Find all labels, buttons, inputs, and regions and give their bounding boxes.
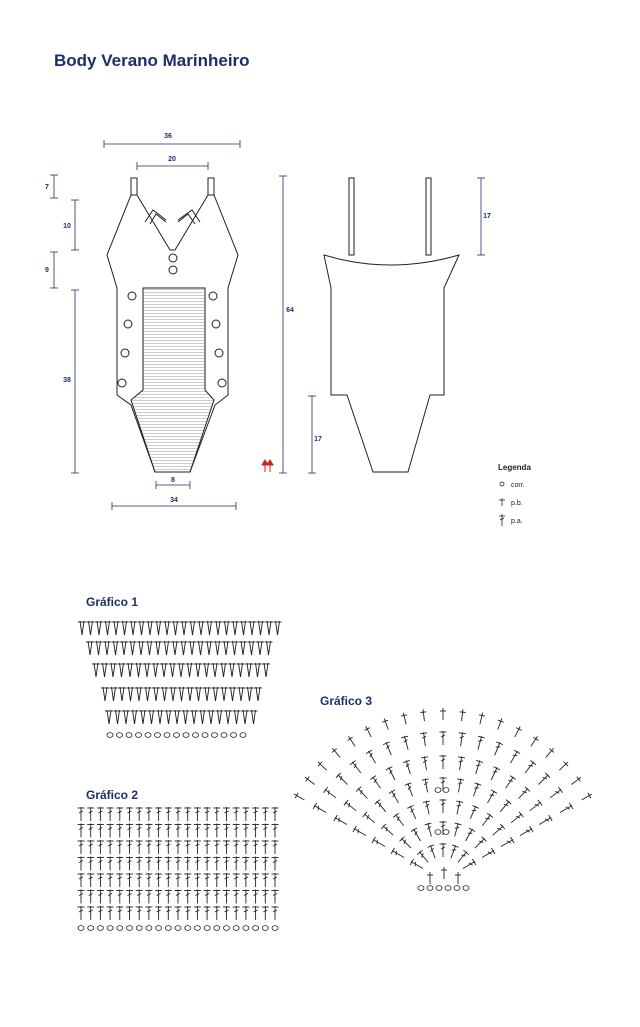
grafico-3-title: Gráfico 3 <box>320 694 373 708</box>
grafico-1-title: Gráfico 1 <box>86 595 139 609</box>
button-icon <box>128 292 136 300</box>
legend <box>498 463 531 526</box>
button-icon <box>218 379 226 387</box>
dim-hip-width: 34 <box>170 497 178 504</box>
red-arrows-icon <box>262 460 273 472</box>
legend-item-double-crochet: p.a. <box>511 518 523 525</box>
legend-item-chain: corr. <box>511 482 525 489</box>
dim-front-neck-width: 20 <box>168 156 176 163</box>
dim-back-strap-height: 17 <box>483 213 491 220</box>
single-crochet-icon <box>499 498 505 506</box>
grafico-1-stitches <box>78 621 282 737</box>
dim-back-leg-height: 17 <box>314 436 322 443</box>
button-icon <box>118 379 126 387</box>
button-icon <box>169 254 177 262</box>
button-icon <box>212 320 220 328</box>
dim-body-height: 38 <box>63 377 71 384</box>
dim-waist-height: 9 <box>45 267 49 274</box>
double-crochet-icon <box>499 514 505 526</box>
button-icon <box>169 266 177 274</box>
back-view <box>324 178 459 472</box>
button-icon <box>121 349 129 357</box>
button-icon <box>124 320 132 328</box>
dim-front-top-width: 36 <box>164 133 172 140</box>
page-title: Body Verano Marinheiro <box>54 51 250 70</box>
dim-total-height: 64 <box>286 307 294 314</box>
button-icon <box>209 292 217 300</box>
dim-strap-height: 7 <box>45 184 49 191</box>
grafico-2-title: Gráfico 2 <box>86 788 139 802</box>
legend-item-single-crochet: p.b. <box>511 500 523 507</box>
grafico-2-stitches <box>78 807 279 930</box>
grafico-3-stitches <box>293 708 594 890</box>
chain-stitch-icon <box>500 482 504 486</box>
legend-title: Legenda <box>498 463 531 472</box>
dim-bust-height: 10 <box>63 223 71 230</box>
dim-crotch-width: 8 <box>171 477 175 484</box>
button-icon <box>215 349 223 357</box>
